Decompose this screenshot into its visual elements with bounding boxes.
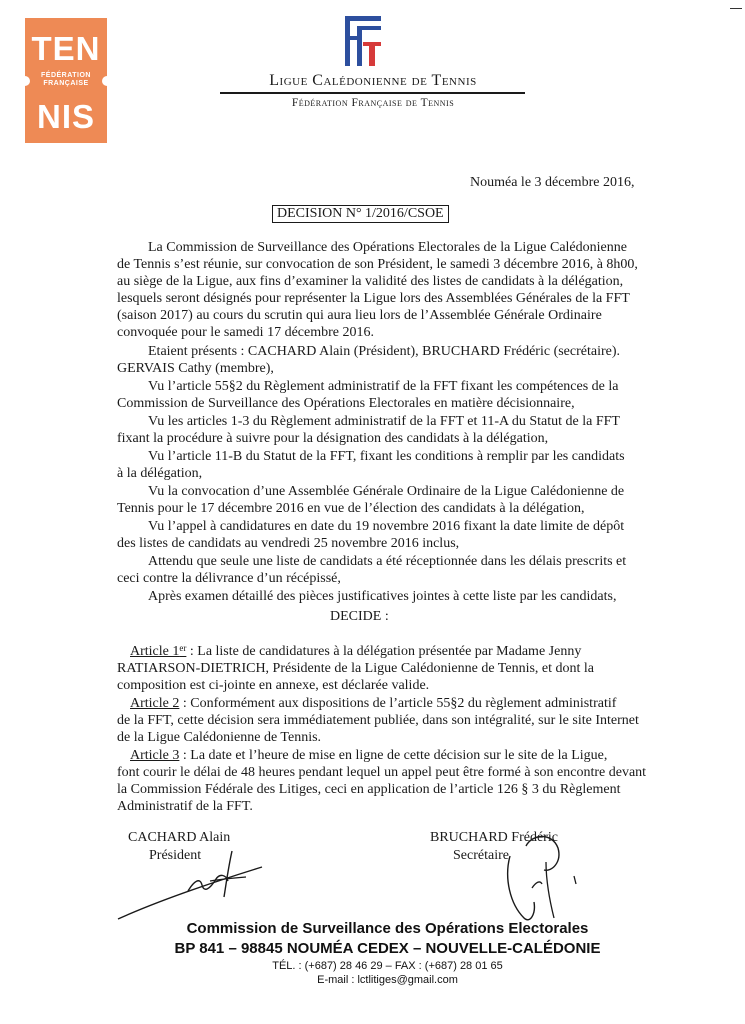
paragraph-line: GERVAIS Cathy (membre), xyxy=(117,361,274,376)
article-2-line: de la FFT, cette décision sera immédiatement publiée, dans son intégralité, sur le site Internet xyxy=(117,713,639,728)
paragraph-line: Vu l’article 11-B du Statut de la FFT, fixant les conditions à remplir par les candidats xyxy=(148,449,625,464)
paragraph-line: Vu l’appel à candidatures en date du 19 novembre 2016 fixant la date limite de dépôt xyxy=(148,519,625,534)
article-1-line: Article 1er : La liste de candidatures à la délégation présentée par Madame Jenny xyxy=(130,643,582,659)
paragraph-line: Etaient présents : CACHARD Alain (Président), BRUCHARD Frédéric (secrétaire). xyxy=(148,344,621,359)
article-3-line: la Commission Fédérale des Litiges, ceci en application de l’article 126 § 3 du Règlement xyxy=(117,782,621,797)
article-2-line: Article 2 : Conformément aux dispositions de l’article 55§2 du règlement administratif xyxy=(130,696,617,711)
article-2-label: Article 2 xyxy=(130,696,180,711)
fft-logo-icon xyxy=(343,16,383,66)
logo-notch-left xyxy=(20,76,30,86)
paragraph-line: La Commission de Surveillance des Opérations Electorales de la Ligue Calédonienne xyxy=(148,240,627,255)
tennis-federation-logo xyxy=(25,18,107,143)
federation-name: Fédération Française de Tennis xyxy=(291,97,455,109)
paragraph-line: (saison 2017) au cours du scrutin qui aura lieu lors de l’Assemblée Générale Ordinaire xyxy=(117,308,602,323)
decide-heading: DECIDE : xyxy=(330,609,389,624)
paragraph-line: lesquels seront désignés pour représenter la Ligue lors des Assemblées Générales de la FFT xyxy=(117,291,630,306)
article-3-label: Article 3 xyxy=(130,748,180,763)
signatory-left-name: CACHARD Alain xyxy=(128,830,231,845)
signatory-right-role: Secrétaire xyxy=(453,848,509,863)
paragraph-line: Tennis pour le 17 décembre 2016 en vue de l’élection des candidats à la délégation, xyxy=(117,501,585,516)
league-name: Ligue Calédonienne de Tennis xyxy=(269,72,477,89)
paragraph-line: convoquée pour le samedi 17 décembre 2016. xyxy=(117,325,374,340)
article-3-line: Administratif de la FFT. xyxy=(117,799,253,814)
logo-text-nis: NIS xyxy=(36,98,95,135)
signatory-right-name: BRUCHARD Frédéric xyxy=(430,830,558,845)
paragraph-line: Vu la convocation d’une Assemblée Générale Ordinaire de la Ligue Calédonienne de xyxy=(148,484,625,499)
paragraph-line: à la délégation, xyxy=(117,466,203,481)
paragraph-line: Vu les articles 1-3 du Règlement administratif de la FFT et 11-A du Statut de la FFT xyxy=(148,414,620,429)
logo-text-ten: TEN xyxy=(31,30,101,67)
logo-notch-right xyxy=(102,76,112,86)
paragraph-line: des listes de candidats au vendredi 25 novembre 2016 inclus, xyxy=(117,536,460,551)
signature-right-icon xyxy=(490,822,600,932)
article-1-line: RATIARSON-DIETRICH, Présidente de la Ligue Calédonienne de Tennis, et dont la xyxy=(117,661,594,676)
paragraph-line: au siège de la Ligue, aux fins d’examiner la validité des listes de candidats à la délégation, xyxy=(117,274,624,289)
paragraph-line: Après examen détaillé des pièces justificatives jointes à cette liste par les candidats, xyxy=(148,589,617,604)
article-3-line: font courir le délai de 48 heures pendant lequel un appel peut être formé à son encontre devant xyxy=(117,765,647,780)
paragraph-line: ceci contre la délivrance d’un récépissé, xyxy=(117,571,341,586)
footer-address: BP 841 – 98845 NOUMÉA CEDEX – NOUVELLE-CALÉDONIE xyxy=(174,940,601,957)
paragraph-line: Attendu que seule une liste de candidats a été réceptionnée dans les délais prescrits et xyxy=(148,554,627,569)
place-date: Nouméa le 3 décembre 2016, xyxy=(470,175,635,190)
paragraph-line: fixant la procédure à suivre pour la désignation des candidats à la délégation, xyxy=(117,431,549,446)
signatory-left-role: Président xyxy=(149,848,202,863)
logo-text-federation: FÉDÉRATION FRANÇAISE xyxy=(41,72,91,87)
footer-email: E-mail : lctlitiges@gmail.com xyxy=(317,974,458,986)
footer-phone-fax: TÉL. : (+687) 28 46 29 – FAX : (+687) 28 01 65 xyxy=(272,960,503,972)
article-3-line: Article 3 : La date et l’heure de mise en ligne de cette décision sur le site de la Ligue, xyxy=(130,748,608,763)
header-divider xyxy=(220,92,525,94)
corner-mark xyxy=(730,8,742,9)
article-2-line: de la Ligue Calédonienne de Tennis. xyxy=(117,730,322,745)
paragraph-line: de Tennis s’est réunie, sur convocation de son Président, le samedi 3 décembre 2016, à 8h00, xyxy=(117,257,638,272)
footer-commission: Commission de Surveillance des Opérations Electorales xyxy=(186,920,589,937)
article-1-line: composition est ci-jointe en annexe, est déclarée valide. xyxy=(117,678,430,693)
decision-title: DECISION N° 1/2016/CSOE xyxy=(272,205,449,223)
paragraph-line: Vu l’article 55§2 du Règlement administratif de la FFT fixant les compétences de la xyxy=(148,379,619,394)
paragraph-line: Commission de Surveillance des Opérations Electorales en matière décisionnaire, xyxy=(117,396,575,411)
signature-left-icon xyxy=(110,845,270,925)
article-1-label: Article 1er xyxy=(130,643,187,659)
